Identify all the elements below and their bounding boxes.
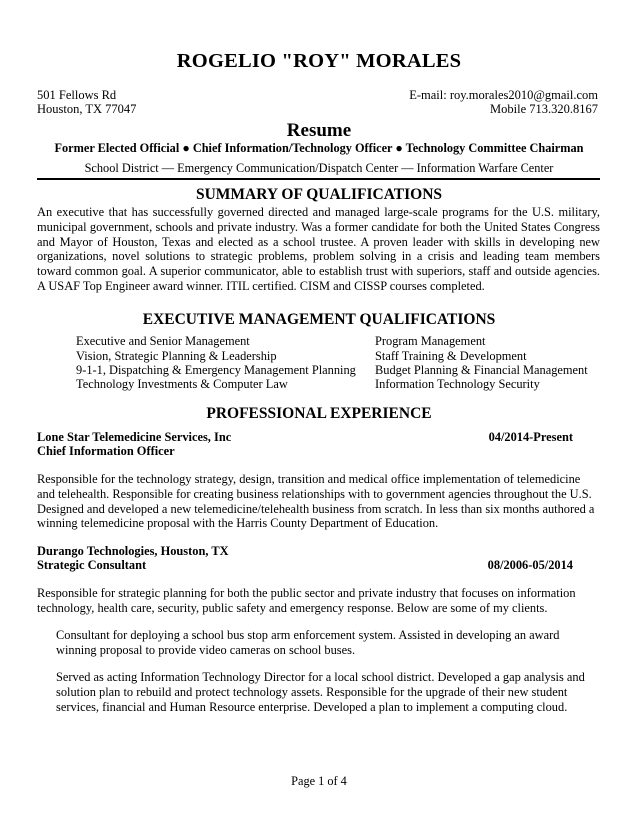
candidate-name: ROGELIO "ROY" MORALES xyxy=(176,50,462,72)
job-1-description: Responsible for the technology strategy, design, transition and medical office implementation of telemedicine and telehealth. Responsible for creating business relationships with to government agencies throughout the U.S. Designed and developed a new telemedicine/telehealth business from scratch. In less than six months authored a winning telemedicine proposal with the Harris County Department of Education. xyxy=(37,472,595,531)
email-address: E-mail: roy.morales2010@gmail.com xyxy=(409,88,598,102)
address-line-2: Houston, TX 77047 xyxy=(37,102,137,116)
job-2-title: Strategic Consultant xyxy=(37,558,147,572)
mobile-number: Mobile 713.320.8167 xyxy=(490,102,598,116)
page-number: Page 1 of 4 xyxy=(291,774,347,788)
executive-qual-right-1: Program Management xyxy=(375,334,486,348)
experience-heading: PROFESSIONAL EXPERIENCE xyxy=(206,405,432,422)
executive-qual-right-3: Budget Planning & Financial Management xyxy=(375,363,588,377)
job-1-title: Chief Information Officer xyxy=(37,444,175,458)
job-2-dates: 08/2006-05/2014 xyxy=(487,558,573,572)
header-divider xyxy=(37,178,600,180)
executive-heading: EXECUTIVE MANAGEMENT QUALIFICATIONS xyxy=(142,311,496,328)
areas-line: School District — Emergency Communication/Dispatch Center — Information Warfare Center xyxy=(84,161,554,175)
job-1-company: Lone Star Telemedicine Services, Inc xyxy=(37,430,232,444)
client-entry-2: Served as acting Information Technology Director for a local school district. Developed a gap analysis and solution plan to rebuild and protect technology assets. Responsible for the upgrade of their new student services, financial and Human Resource enterprise. Developed a plan to implement a computing cloud. xyxy=(56,670,585,714)
client-entry-1: Consultant for deploying a school bus stop arm enforcement system. Assisted in developing an award winning proposal to provide video cameras on school buses. xyxy=(56,628,560,657)
executive-qual-left-1: Executive and Senior Management xyxy=(76,334,250,348)
document-title: Resume xyxy=(286,120,352,141)
address-line-1: 501 Fellows Rd xyxy=(37,88,117,102)
summary-heading: SUMMARY OF QUALIFICATIONS xyxy=(195,186,443,203)
job-2-description: Responsible for strategic planning for both the public sector and private industry that focuses on information technology, health care, security, public safety and emergency response. Below are some of my clients. xyxy=(37,586,576,615)
summary-text: An executive that has successfully governed directed and managed large-scale programs for the U.S. military, municipal government, schools and private industry. Was a former candidate for both the United States Congress and Mayor of Houston, Texas and elected as a school trustee. A proven leader with skills in developing new organizations, novel solutions to strategic problems, problem solving in a crisis and leading team members toward common goal. A superior communicator, able to establish trust with superiors, staff and outside agencies. A USAF Top Engineer award winner. ITIL certified. CISM and CISSP courses completed. xyxy=(37,205,600,293)
job-1-dates: 04/2014-Present xyxy=(488,430,573,444)
executive-qual-left-3: 9-1-1, Dispatching & Emergency Management Planning xyxy=(76,363,356,377)
executive-qual-right-4: Information Technology Security xyxy=(375,377,540,391)
job-2-company: Durango Technologies, Houston, TX xyxy=(37,544,229,558)
executive-qual-right-2: Staff Training & Development xyxy=(375,349,527,363)
roles-line: Former Elected Official ● Chief Information/Technology Officer ● Technology Committee Chairman xyxy=(54,141,584,155)
executive-qual-left-2: Vision, Strategic Planning & Leadership xyxy=(76,349,277,363)
executive-qual-left-4: Technology Investments & Computer Law xyxy=(76,377,288,391)
